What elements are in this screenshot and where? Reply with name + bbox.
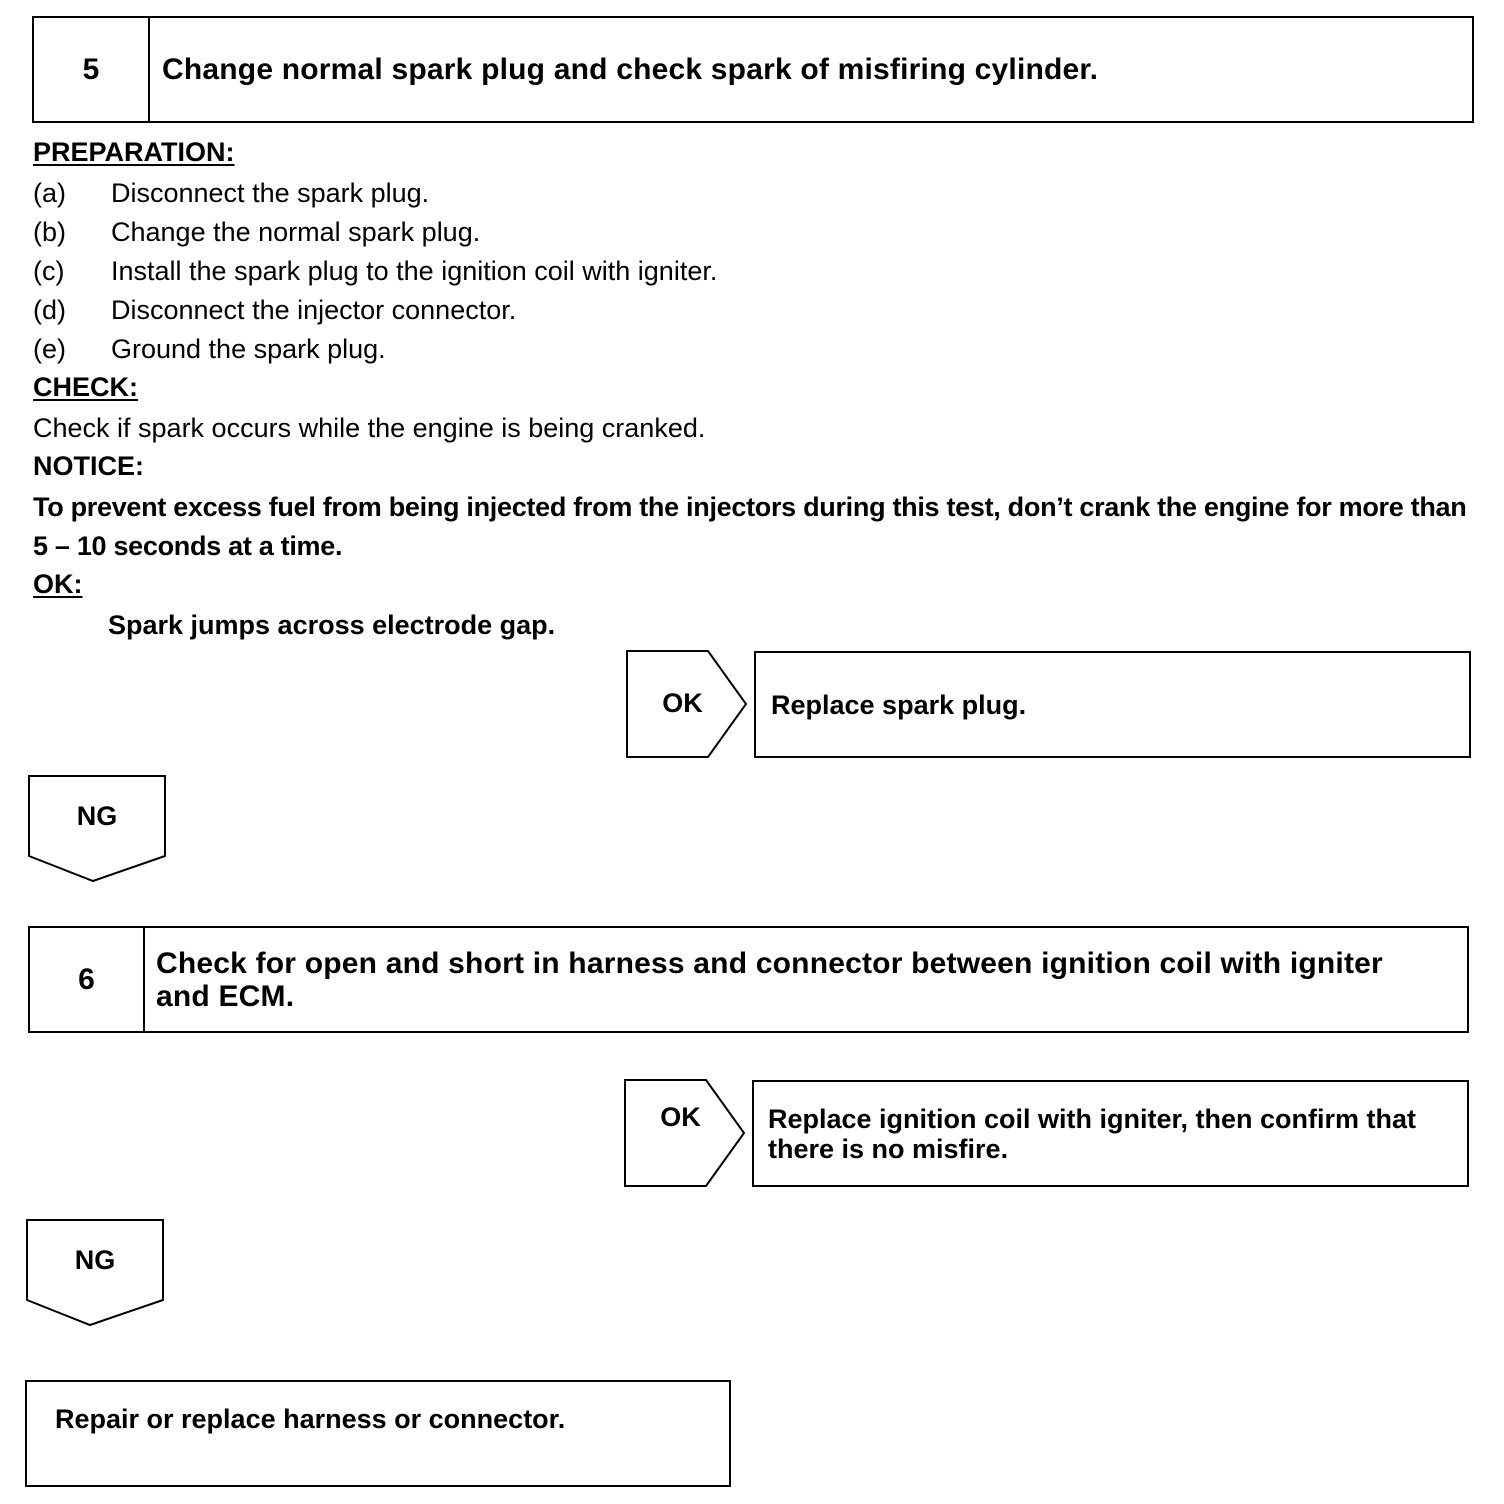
preparation-heading: PREPARATION: <box>33 137 235 167</box>
check-heading: CHECK: <box>33 372 138 402</box>
item-text: Ground the spark plug. <box>111 334 386 364</box>
ok-spec-text: Spark jumps across electrode gap. <box>108 610 556 640</box>
item-letter: (a) <box>33 178 66 208</box>
item-text: Disconnect the spark plug. <box>111 178 430 208</box>
item-letter: (d) <box>33 295 66 325</box>
ok-label: OK <box>662 688 703 718</box>
item-text: Install the spark plug to the ignition coil with igniter. <box>111 256 718 286</box>
ok-heading: OK: <box>33 569 83 599</box>
step-title: Check for open and short in harness and connector between ignition coil with igniter and ECM. <box>156 946 1383 1013</box>
ng-label: NG <box>74 1245 116 1275</box>
step-6-header <box>28 926 1469 1033</box>
item-text: Change the normal spark plug. <box>111 217 481 247</box>
ok-label: OK <box>660 1102 701 1132</box>
item-letter: (c) <box>33 256 65 286</box>
ng-result-box <box>25 1380 731 1487</box>
step-number: 5 <box>34 18 150 121</box>
item-text: Disconnect the injector connector. <box>111 295 517 325</box>
notice-heading: NOTICE: <box>33 451 144 481</box>
item-letter: (e) <box>33 334 66 364</box>
ok-result-box <box>754 651 1471 758</box>
ng-label: NG <box>76 801 118 831</box>
ng-result-text: Repair or replace harness or connector. <box>55 1404 566 1434</box>
item-letter: (b) <box>33 217 66 247</box>
ok-result-text: Replace ignition coil with igniter, then confirm that there is no misfire. <box>768 1104 1417 1164</box>
ok-result-text: Replace spark plug. <box>771 690 1027 720</box>
step-number: 6 <box>30 928 145 1031</box>
ok-result-box <box>752 1080 1469 1187</box>
step-title: Change normal spark plug and check spark of misfiring cylinder. <box>162 53 1099 86</box>
notice-text: To prevent excess fuel from being injected from the injectors during this test, don’t crank the engine for more than 5 – 10 seconds at a time. <box>33 492 1467 561</box>
check-text: Check if spark occurs while the engine is being cranked. <box>33 413 706 443</box>
